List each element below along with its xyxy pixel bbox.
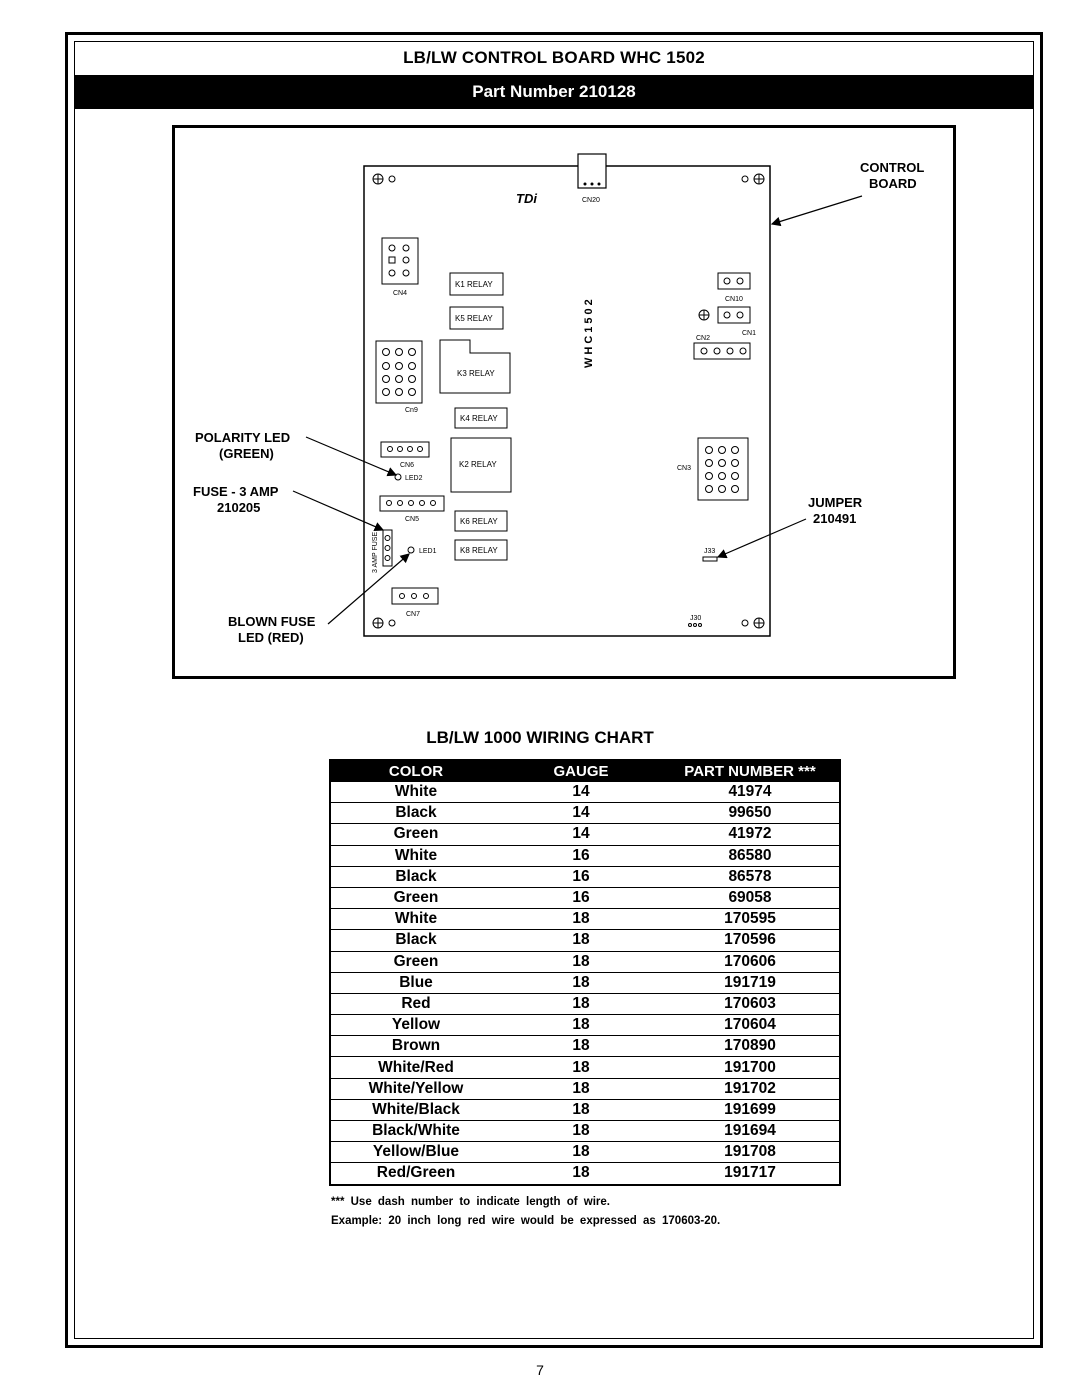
table-row: [330, 1057, 840, 1078]
part-number-cell: 191694: [661, 1121, 840, 1142]
part-number-cell: 41972: [661, 824, 840, 845]
color-cell: Green: [330, 951, 501, 972]
table-row: [330, 1142, 840, 1163]
part-number-cell: 191702: [661, 1078, 840, 1099]
color-cell: White: [330, 845, 501, 866]
table-row: [330, 993, 840, 1014]
color-cell: Red/Green: [330, 1163, 501, 1185]
relay-label: K6 RELAY: [460, 517, 498, 526]
color-cell: Green: [330, 887, 501, 908]
callout-control-board: CONTROL: [860, 160, 925, 175]
mounting-hole-icon: [373, 174, 764, 628]
board-label: CN10: [725, 296, 743, 303]
color-cell: Black: [330, 803, 501, 824]
table-row: [330, 803, 840, 824]
callout-jumper: 210491: [813, 511, 857, 526]
column-header: COLOR: [330, 760, 501, 782]
callout-polarity-led: POLARITY LED: [195, 430, 291, 445]
callout-blown-fuse: LED (RED): [238, 630, 304, 645]
board-label: CN4: [393, 290, 408, 297]
gauge-cell: 14: [501, 803, 661, 824]
jumper-label: J33: [704, 548, 716, 555]
board-label: CN3: [677, 465, 692, 472]
part-number-cell: 170595: [661, 909, 840, 930]
board-label: CN7: [406, 611, 421, 618]
relay-label: K2 RELAY: [459, 460, 497, 469]
part-number-cell: 86578: [661, 866, 840, 887]
color-cell: Black/White: [330, 1121, 501, 1142]
callout-polarity-led: (GREEN): [219, 446, 274, 461]
color-cell: White: [330, 909, 501, 930]
part-number-cell: 191719: [661, 972, 840, 993]
part-number-cell: 69058: [661, 887, 840, 908]
wiring-chart-table: [329, 759, 841, 1186]
relay-label: K8 RELAY: [460, 546, 498, 555]
part-number-cell: 170606: [661, 951, 840, 972]
callout-fuse: 210205: [217, 500, 261, 515]
table-row: [330, 972, 840, 993]
tdi-logo: TDi: [516, 191, 537, 206]
color-cell: White/Black: [330, 1099, 501, 1120]
table-row: [330, 887, 840, 908]
relay-label: K1 RELAY: [455, 280, 493, 289]
table-row: [330, 930, 840, 951]
fuse-label: 3 AMP FUSE: [372, 531, 379, 573]
footnote: *** Use dash number to indicate length of wire.: [331, 1196, 610, 1208]
part-number-cell: 191717: [661, 1163, 840, 1185]
table-row: [330, 1036, 840, 1057]
table-row: [330, 1078, 840, 1099]
gauge-cell: 18: [501, 951, 661, 972]
color-cell: Black: [330, 930, 501, 951]
color-cell: Yellow/Blue: [330, 1142, 501, 1163]
board-model: WHC1502: [583, 296, 595, 368]
gauge-cell: 18: [501, 993, 661, 1014]
gauge-cell: 18: [501, 1078, 661, 1099]
color-cell: Green: [330, 824, 501, 845]
board-label: CN1: [742, 330, 757, 337]
part-number-cell: 191700: [661, 1057, 840, 1078]
example-note: Example: 20 inch long red wire would be expressed as 170603-20.: [331, 1215, 721, 1227]
part-number-cell: 170604: [661, 1015, 840, 1036]
part-number-banner: Part Number 210128: [75, 75, 1033, 109]
gauge-cell: 18: [501, 930, 661, 951]
relay-label: K5 RELAY: [455, 314, 493, 323]
color-cell: Red: [330, 993, 501, 1014]
column-header: PART NUMBER ***: [661, 760, 840, 782]
color-cell: Black: [330, 866, 501, 887]
column-header: GAUGE: [501, 760, 661, 782]
part-number-cell: 86580: [661, 845, 840, 866]
board-label: CN6: [400, 462, 415, 469]
gauge-cell: 16: [501, 866, 661, 887]
part-number-cell: 170890: [661, 1036, 840, 1057]
gauge-cell: 18: [501, 1163, 661, 1185]
color-cell: Blue: [330, 972, 501, 993]
gauge-cell: 18: [501, 1121, 661, 1142]
table-row: [330, 1163, 840, 1185]
board-label: CN2: [696, 335, 711, 342]
color-cell: White/Red: [330, 1057, 501, 1078]
page-title: LB/LW CONTROL BOARD WHC 1502: [403, 48, 705, 67]
callout-blown-fuse: BLOWN FUSE: [228, 614, 316, 629]
table-row: [330, 782, 840, 803]
page-number: 7: [536, 1362, 544, 1378]
part-number-cell: 41974: [661, 782, 840, 803]
table-row: [330, 824, 840, 845]
board-outline: [364, 166, 770, 636]
gauge-cell: 18: [501, 1142, 661, 1163]
gauge-cell: 18: [501, 909, 661, 930]
table-row: [330, 845, 840, 866]
led-label: LED2: [405, 475, 423, 482]
table-header-row: [330, 760, 840, 782]
gauge-cell: 18: [501, 1015, 661, 1036]
color-cell: Brown: [330, 1036, 501, 1057]
led-label: LED1: [419, 548, 437, 555]
gauge-cell: 16: [501, 845, 661, 866]
color-cell: Yellow: [330, 1015, 501, 1036]
board-label: CN5: [405, 516, 420, 523]
jumper-label: J30: [690, 615, 702, 622]
part-number-cell: 170603: [661, 993, 840, 1014]
wiring-chart-title: LB/LW 1000 WIRING CHART: [426, 728, 654, 747]
callout-fuse: FUSE - 3 AMP: [193, 484, 279, 499]
gauge-cell: 14: [501, 824, 661, 845]
table-row: [330, 1015, 840, 1036]
table-body: [330, 782, 840, 1185]
gauge-cell: 18: [501, 1099, 661, 1120]
gauge-cell: 18: [501, 972, 661, 993]
part-number-cell: 170596: [661, 930, 840, 951]
relay-label: K4 RELAY: [460, 414, 498, 423]
color-cell: White: [330, 782, 501, 803]
table-row: [330, 951, 840, 972]
color-cell: White/Yellow: [330, 1078, 501, 1099]
table-row: [330, 909, 840, 930]
table-row: [330, 1121, 840, 1142]
board-label: CN20: [582, 197, 600, 204]
table-row: [330, 1099, 840, 1120]
callout-jumper: JUMPER: [808, 495, 863, 510]
board-label: Cn9: [405, 407, 418, 414]
gauge-cell: 18: [501, 1057, 661, 1078]
part-number-cell: 191699: [661, 1099, 840, 1120]
part-number-cell: 99650: [661, 803, 840, 824]
gauge-cell: 16: [501, 887, 661, 908]
callout-control-board: BOARD: [869, 176, 917, 191]
part-number-cell: 191708: [661, 1142, 840, 1163]
relay-label: K3 RELAY: [457, 369, 495, 378]
gauge-cell: 14: [501, 782, 661, 803]
table-row: [330, 866, 840, 887]
gauge-cell: 18: [501, 1036, 661, 1057]
